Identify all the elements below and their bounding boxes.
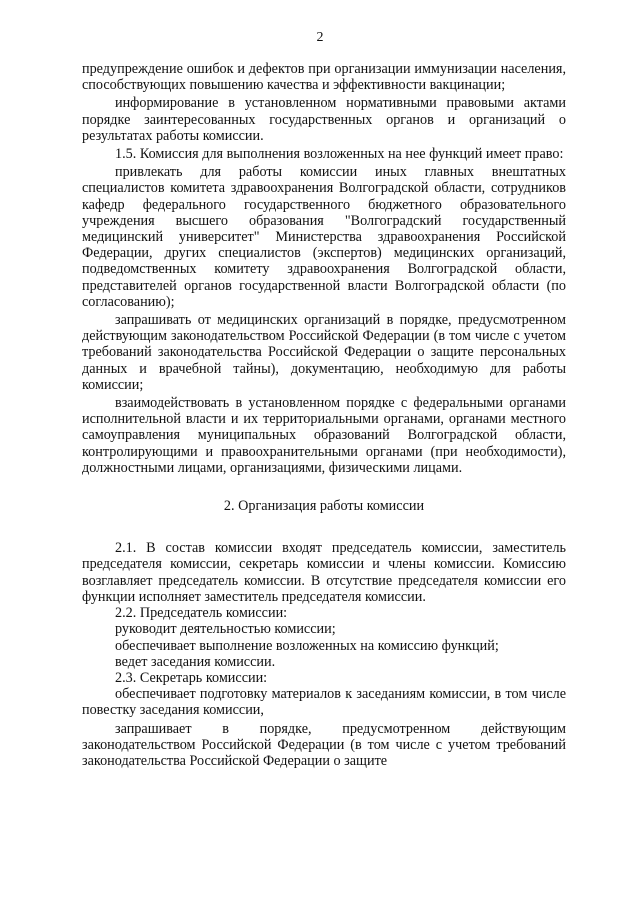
paragraph-request-documents: запрашивать от медицинских организаций в порядке, предусмотренном действующим законодательством Российской Федерации (в том числе с учетом требований законодательства Российской Федерации о защите персональных данных и врачебной тайны), документацию, необходимую для работы комиссии;	[82, 312, 566, 393]
paragraph-secretary-title: 2.3. Секретарь комиссии:	[115, 669, 268, 686]
page-number: 2	[316, 30, 324, 45]
paragraph-interact-authorities: взаимодействовать в установленном порядке с федеральными органами исполнительной власти и их территориальными органами, органами местного самоуправления муниципальных образований Волгоградской области, контролирующими и правоохранительными органами (при необходимости), должностными лицами, организациями, физическими лицами.	[82, 395, 566, 476]
paragraph-involve-specialists: привлекать для работы комиссии иных главных внештатных специалистов комитета здравоохранения Волгоградской области, сотрудников кафедр федерального государственного бюджетного образовательного учреждения высшего образования "Волгоградский государственный медицинский университет" Министерства здравоохранения Российской Федерации, других специалистов (экспертов) медицинских организаций, подведомственных комитету здравоохранения Волгоградской области, представителей органов государственной власти Волгоградской области (по согласованию);	[82, 164, 566, 310]
paragraph-informing: информирование в установленном нормативными правовыми актами порядке заинтересованных государственных органов и организаций о результатах работы комиссии.	[82, 95, 566, 144]
paragraph-secretary-requests: запрашивает в порядке, предусмотренном действующим законодательством Российской Федерации (в том числе с учетом требований законодательства Российской Федерации о защите	[82, 720, 566, 769]
document-body	[82, 61, 566, 769]
paragraph-chairman-ensures: обеспечивает выполнение возложенных на комиссию функций;	[115, 637, 499, 654]
paragraph-rights-intro: 1.5. Комиссия для выполнения возложенных на нее функций имеет право:	[115, 146, 564, 163]
paragraph-chairman-meetings: ведет заседания комиссии.	[115, 653, 276, 670]
paragraph-chairman-title: 2.2. Председатель комиссии:	[115, 605, 288, 622]
paragraph-composition: 2.1. В состав комиссии входят председатель комиссии, заместитель председателя комиссии, секретарь комиссии и члены комиссии. Комиссию возглавляет председатель комиссии. В отсутствие председателя комиссии его функции исполняет заместитель председателя комиссии.	[82, 540, 566, 605]
section-heading: 2. Организация работы комиссии	[223, 498, 425, 515]
paragraph-secretary-materials: обеспечивает подготовку материалов к заседаниям комиссии, в том числе повестку заседания комиссии,	[82, 686, 566, 719]
paragraph-chairman-leads: руководит деятельностью комиссии;	[115, 621, 336, 638]
paragraph-prevention: предупреждение ошибок и дефектов при организации иммунизации населения, способствующих повышению качества и эффективности вакцинации;	[82, 61, 566, 94]
